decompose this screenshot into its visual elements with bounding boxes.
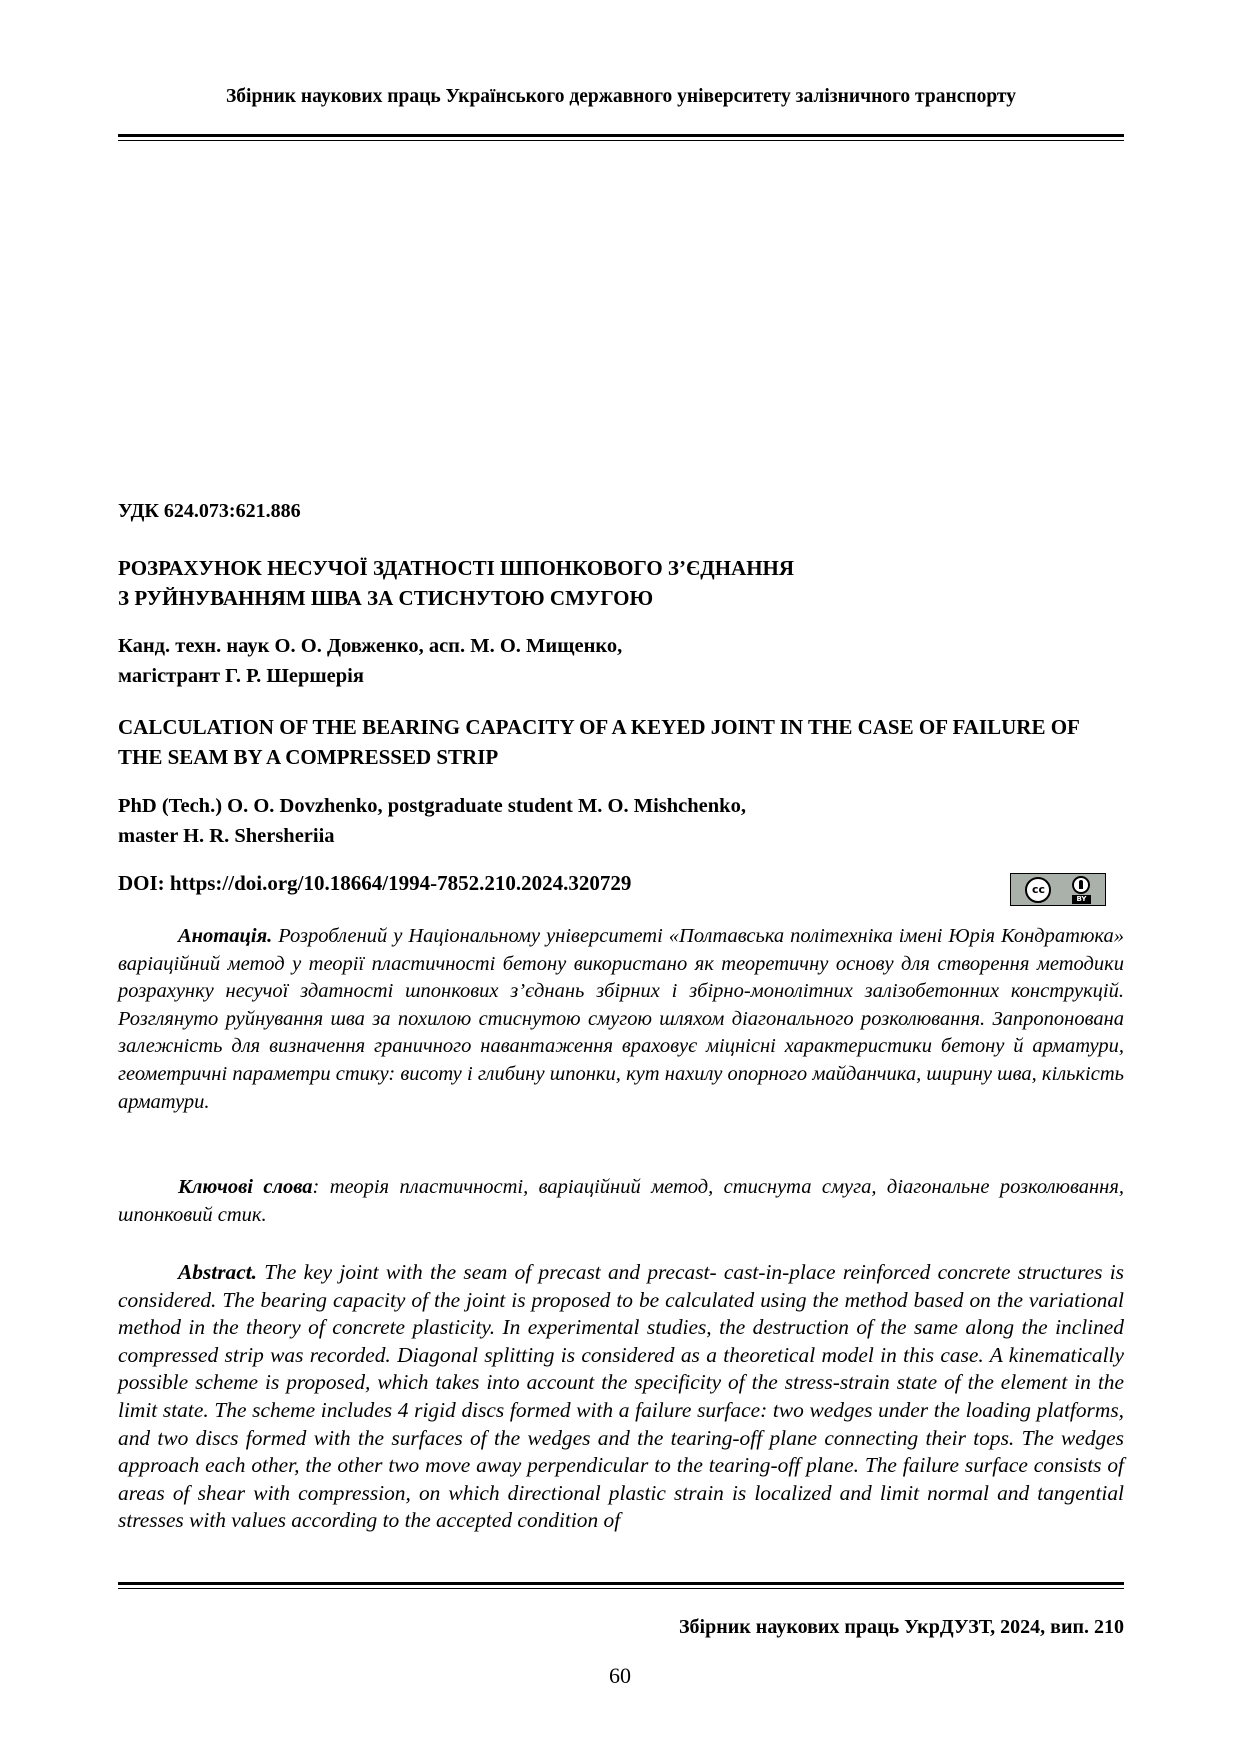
annotation-label: Анотація. <box>178 925 273 947</box>
footer-rule-thin <box>118 1588 1124 1589</box>
header-rule <box>118 134 1124 137</box>
doi-link[interactable]: DOI: https://doi.org/10.18664/1994-7852.210.2024.320729 <box>118 871 632 895</box>
annotation-paragraph <box>118 923 1124 1116</box>
annotation-text: Розроблений у Національному університеті «Полтавська політехніка імені Юрія Кондратюка» варіаційний метод у теорії пластичності бетону використано як теоретичну основу для створення методики розрахунку несучої здатності шпонкових з’єднань збірних і збірно-монолітних залізобетонних конструкцій. Розглянуто руйнування шва за похилою стиснутою смугою шляхом діагонального розколювання. Запропонована залежність для визначення граничного навантаження враховує міцнісні характеристики бетону й арматури, геометричні параметри стику: висоту і глибину шпонки, кут нахилу опорного майданчика, ширину шва, кількість арматури. <box>118 925 1124 1113</box>
by-icon <box>1072 876 1090 904</box>
authors-ua-line: магістрант Г. Р. Шершерія <box>118 665 364 687</box>
authors-ua-line: Канд. техн. наук О. О. Довженко, асп. М. О. Мищенко, <box>118 635 623 657</box>
title-ukrainian <box>118 553 794 613</box>
abstract-text: The key joint with the seam of precast and precast- cast-in-place reinforced concrete structures is considered. The bearing capacity of the joint is proposed to be calculated using the method based on the variational method in the theory of concrete plasticity. In experimental studies, the destruction of the same along the inclined compressed strip was recorded. Diagonal splitting is considered as a theoretical model in this case. A kinematically possible scheme is proposed, which takes into account the specificity of the stress-strain state of the element in the limit state. The scheme includes 4 rigid discs formed with a failure surface: two wedges under the loading platforms, and two discs formed with the surfaces of the wedges and the tearing-off plane connecting their tops. The wedges approach each other, the other two move away perpendicular to the tearing-off plane. The failure surface consists of areas of shear with compression, on which directional plastic strain is localized and limit normal and tangential stresses with values according to the accepted condition of <box>118 1260 1124 1533</box>
title-ua-line: З РУЙНУВАННЯМ ШВА ЗА СТИСНУТОЮ СМУГОЮ <box>118 586 654 610</box>
cc-icon: cc <box>1025 877 1051 903</box>
udk-code: УДК 624.073:621.886 <box>118 500 301 522</box>
journal-header: Збірник наукових праць Українського державного університету залізничного транспорту <box>225 86 1017 107</box>
footer-citation: Збірник наукових праць УкрДУЗТ, 2024, вип. 210 <box>679 1616 1124 1638</box>
abstract-paragraph <box>118 1259 1124 1535</box>
title-ua-line: РОЗРАХУНОК НЕСУЧОЇ ЗДАТНОСТІ ШПОНКОВОГО З’ЄДНАННЯ <box>118 556 795 580</box>
person-icon <box>1072 876 1090 894</box>
authors-en-line: PhD (Tech.) O. O. Dovzhenko, postgraduate student M. O. Mishchenko, <box>118 795 746 817</box>
cc-by-license-badge[interactable] <box>1010 873 1106 906</box>
keywords-paragraph <box>118 1174 1124 1229</box>
by-label: BY <box>1072 895 1090 904</box>
footer-rule <box>118 1582 1124 1585</box>
authors-ukrainian <box>118 631 622 691</box>
keywords-label: Ключові слова <box>178 1176 313 1198</box>
title-english: CALCULATION OF THE BEARING CAPACITY OF A KEYED JOINT IN THE CASE OF FAILURE OF THE SEAM BY A COMPRESSED STRIP <box>118 715 1080 769</box>
abstract-label: Abstract. <box>178 1260 258 1284</box>
authors-english <box>118 791 746 851</box>
authors-en-line: master H. R. Shersheriia <box>118 825 335 847</box>
page-number: 60 <box>609 1663 631 1688</box>
keywords-text: : теорія пластичності, варіаційний метод, стиснута смуга, діагональне розколювання, шпонковий стик. <box>118 1176 1124 1226</box>
header-rule-thin <box>118 140 1124 141</box>
